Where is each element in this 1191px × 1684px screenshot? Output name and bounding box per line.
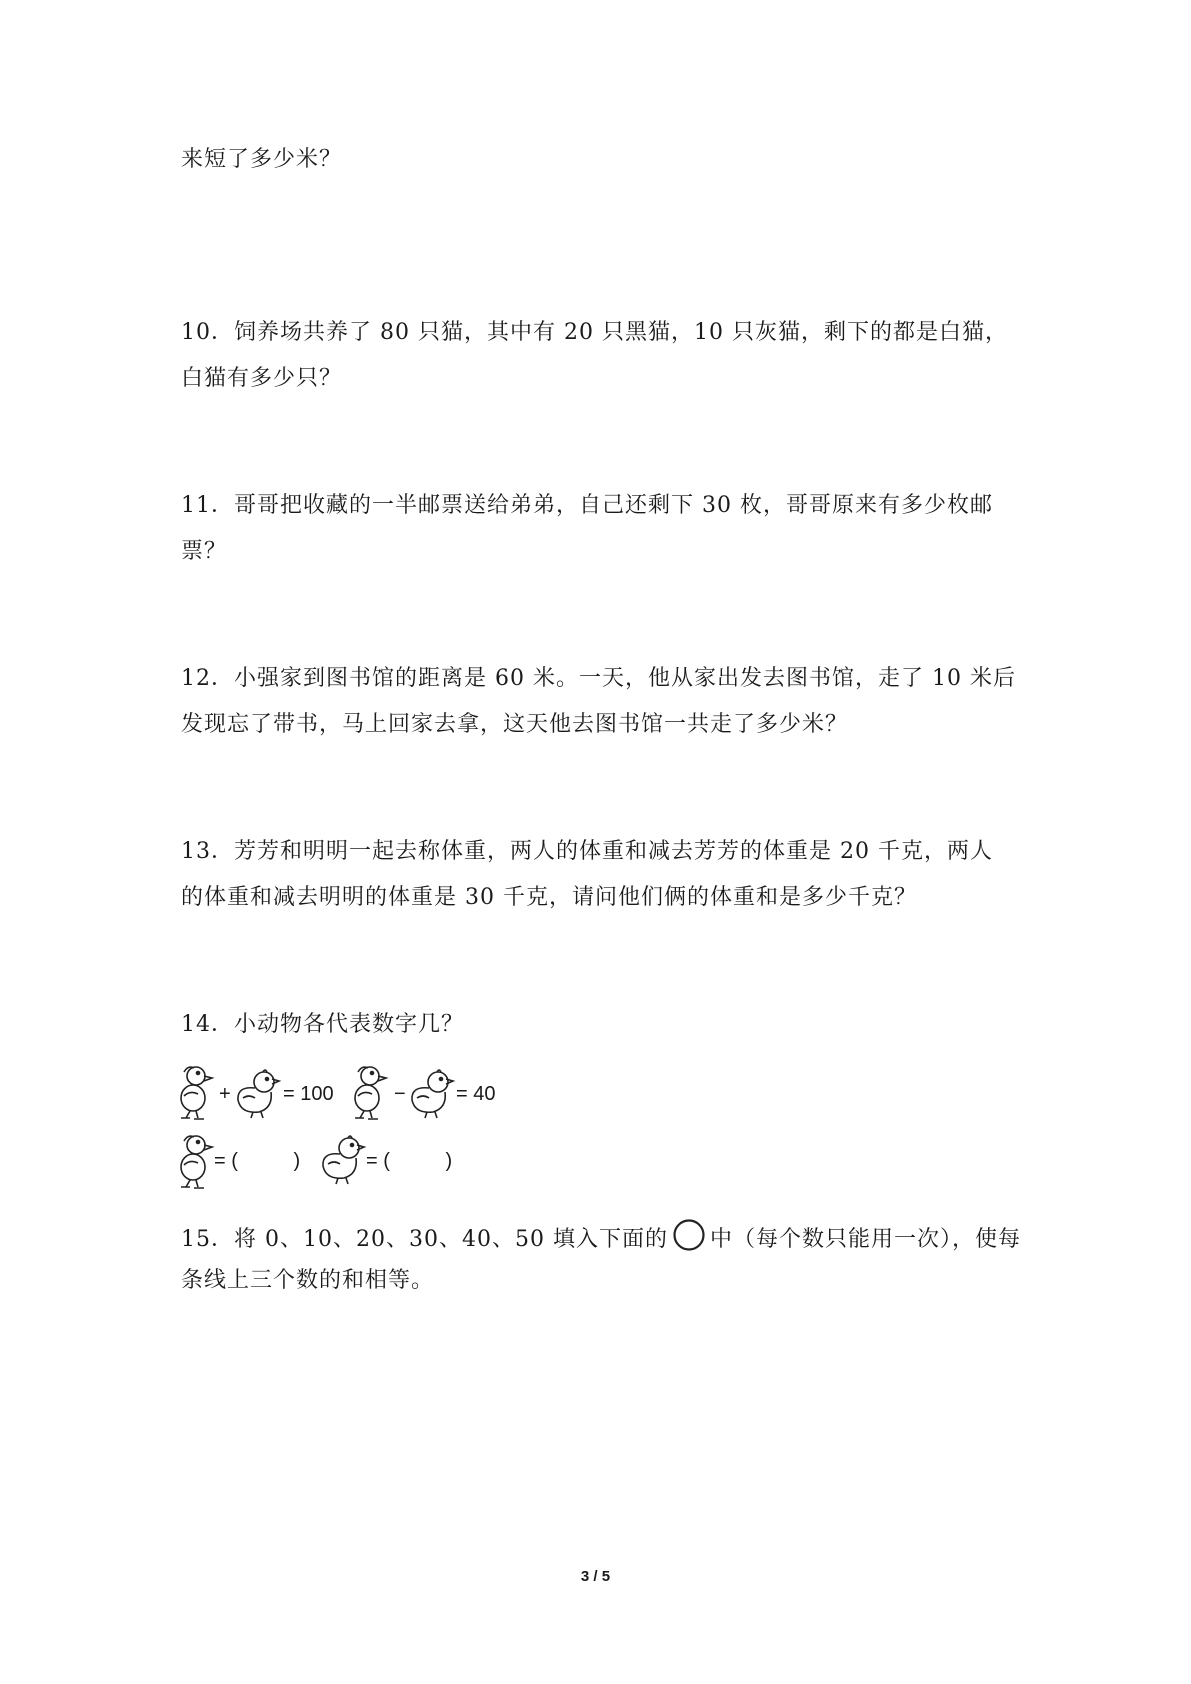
page-number: 3 / 5 <box>580 1568 611 1585</box>
q12-line2: 发现忘了带书，马上回家去拿，这天他去图书馆一共走了多少米？ <box>181 712 849 737</box>
q15-text-pre: 15．将 0、10、20、30、40、50 填入下面的 <box>181 1227 668 1252</box>
chick-icon <box>318 1134 368 1186</box>
chick-answer-blank: = ( ) <box>366 1150 453 1172</box>
chick-icon <box>407 1068 457 1120</box>
q10-line2: 白猫有多少只？ <box>181 366 343 391</box>
duckling-icon <box>176 1062 216 1122</box>
eq2-result: = 40 <box>456 1083 496 1105</box>
chick-icon <box>233 1068 283 1120</box>
circle-icon <box>672 1218 706 1261</box>
q11-line1: 11．哥哥把收藏的一半邮票送给弟弟，自己还剩下 30 枚，哥哥原来有多少枚邮 <box>181 493 993 518</box>
q13-line2: 的体重和减去明明的体重是 30 千克，请问他们俩的体重和是多少千克？ <box>181 885 917 910</box>
duckling-icon <box>350 1062 390 1122</box>
minus-sign: − <box>394 1083 406 1105</box>
eq1-result: = 100 <box>283 1083 334 1105</box>
duckling-icon <box>176 1131 216 1191</box>
q15-text-post: 中（每个数只能用一次），使每 <box>709 1227 1021 1252</box>
q9-tail: 来短了多少米？ <box>181 147 343 172</box>
q10-line1: 10．饲养场共养了 80 只猫，其中有 20 只黑猫，10 只灰猫，剩下的都是白猫， <box>181 320 1008 345</box>
q15-line1 <box>181 1218 1021 1261</box>
q15-line2: 条线上三个数的和相等。 <box>181 1268 435 1293</box>
q11-line2: 票？ <box>181 539 228 564</box>
q12-line1: 12．小强家到图书馆的距离是 60 米。一天，他从家出发去图书馆，走了 10 米后 <box>181 666 1016 691</box>
duck-answer-blank: = ( ) <box>214 1150 301 1172</box>
q14-title: 14．小动物各代表数字几？ <box>181 1012 464 1037</box>
plus-sign: + <box>219 1083 231 1105</box>
q13-line1: 13．芳芳和明明一起去称体重，两人的体重和减去芳芳的体重是 20 千克，两人 <box>181 839 993 864</box>
